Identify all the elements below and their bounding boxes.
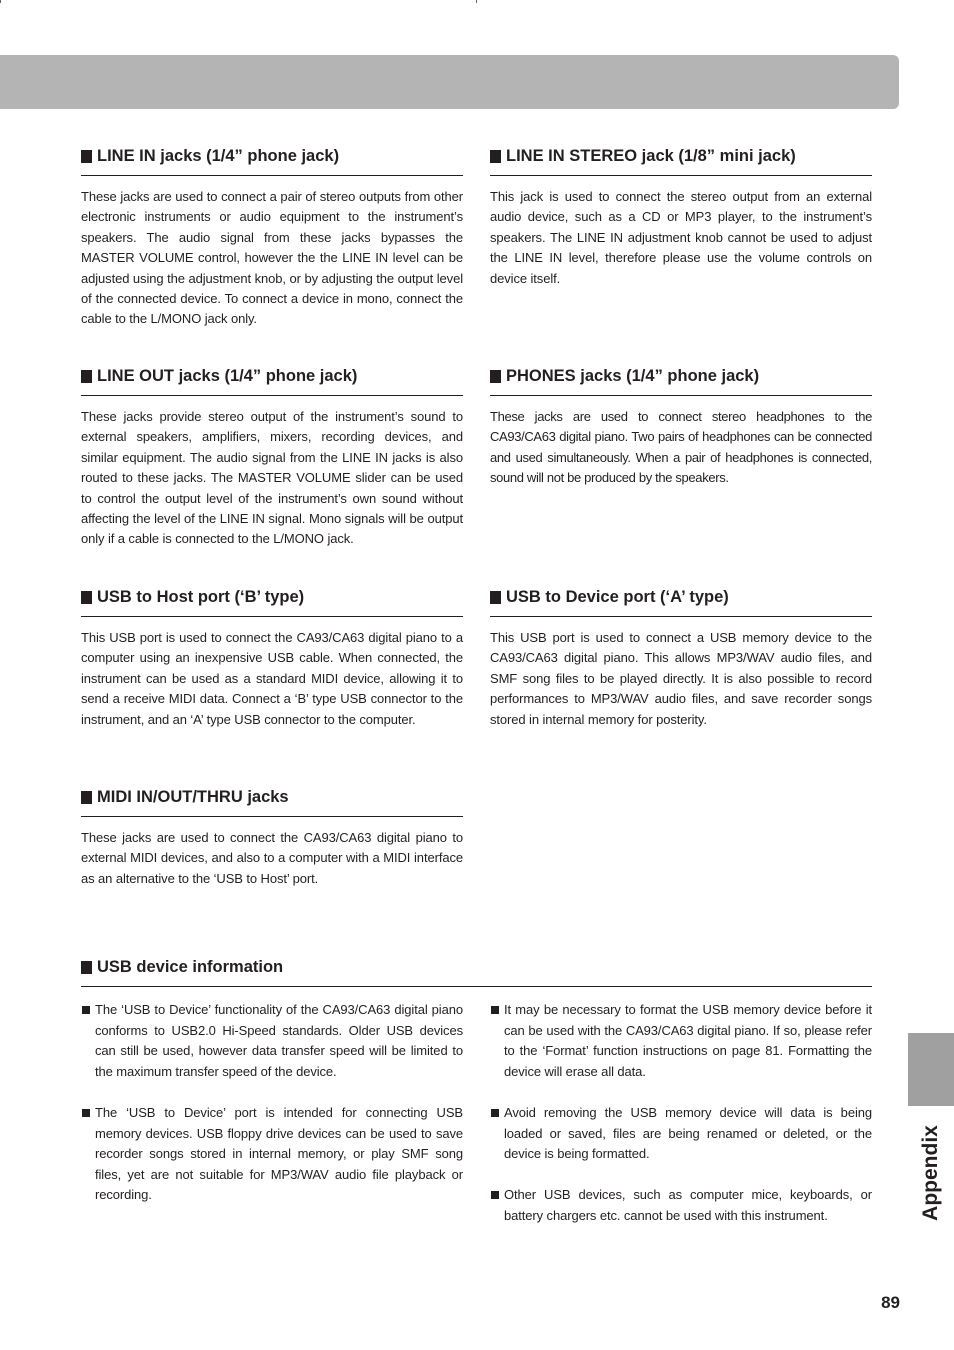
- square-bullet-icon: [491, 1006, 499, 1014]
- section-body: These jacks provide stereo output of the instrument’s sound to external speakers, amplifiers, mixers, recording devices, and similar equipment. The audio signal from the LINE IN jacks is also routed to these jacks. The MASTER VOLUME slider can be used to control the output level of the instrument’s own sound without affecting the level of the LINE IN signal. Mono signals will be output only if a cable is connected to the L/MONO jack.: [81, 409, 463, 547]
- section-line-out: [81, 366, 463, 550]
- square-bullet-icon: [82, 1109, 90, 1117]
- square-bullet-icon: [81, 791, 92, 804]
- section-heading: [490, 146, 872, 176]
- usb-info-left-list: [81, 1000, 463, 1227]
- section-midi: [81, 787, 463, 889]
- section-usb-host: [81, 587, 463, 730]
- usb-info-right-list: [490, 1000, 872, 1247]
- list-item-text: Avoid removing the USB memory device will data is being loaded or saved, files are being renamed or deleted, or the device is being formatted.: [504, 1104, 872, 1162]
- list-item: [81, 1000, 463, 1082]
- section-body: These jacks are used to connect stereo headphones to the CA93/CA63 digital piano. Two pairs of headphones can be connected and used simultaneously. When a pair of headphones is connected, sound will not be produced by the speakers.: [490, 409, 872, 486]
- section-heading: [490, 587, 872, 617]
- side-tab-text: Appendix: [919, 1125, 942, 1221]
- list-item-text: The ‘USB to Device’ port is intended for connecting USB memory devices. USB floppy drive devices can be used to save recorder songs stored in internal memory, or play SMF song files, yet are not suitable for MP3/WAV audio file playback or recording.: [95, 1104, 463, 1203]
- section-phones: [490, 366, 872, 489]
- section-heading: [81, 787, 463, 817]
- square-bullet-icon: [490, 370, 501, 383]
- list-item: [490, 1000, 872, 1082]
- section-heading: [81, 957, 872, 987]
- list-item-text: The ‘USB to Device’ functionality of the CA93/CA63 digital piano conforms to USB2.0 Hi-Speed standards. Older USB devices can still be used, however data transfer speed will be limited to the maximum transfer speed of the device.: [95, 1002, 463, 1079]
- section-body: These jacks are used to connect a pair of stereo outputs from other electronic instruments or audio equipment to the instrument’s speakers. The audio signal from these jacks bypasses the MASTER VOLUME control, however the the LINE IN level can be adjusted using the adjustment knob, or by adjusting the output level of the connected device. To connect a device in mono, connect the cable to the L/MONO jack only.: [81, 189, 463, 327]
- section-heading: [81, 587, 463, 617]
- side-tab-marker: [908, 1033, 954, 1106]
- side-tab-label: [911, 1118, 951, 1228]
- list-item: [490, 1103, 872, 1165]
- list-item-text: It may be necessary to format the USB memory device before it can be used with the CA93/CA63 digital piano. If so, please refer to the ‘Format’ function instructions on page 81. Formatting the device will erase all data.: [504, 1002, 872, 1079]
- list-item: [81, 1103, 463, 1206]
- square-bullet-icon: [81, 370, 92, 383]
- section-title: MIDI IN/OUT/THRU jacks: [97, 788, 289, 806]
- crop-mark: [0, 0, 1, 3]
- square-bullet-icon: [81, 961, 92, 974]
- section-line-in-stereo: [490, 146, 872, 289]
- square-bullet-icon: [81, 591, 92, 604]
- section-title: LINE IN STEREO jack (1/8” mini jack): [506, 147, 796, 165]
- section-usb-info: [81, 957, 872, 987]
- page-number: 89: [881, 1293, 900, 1312]
- section-title: LINE OUT jacks (1/4” phone jack): [97, 367, 358, 385]
- section-usb-device: [490, 587, 872, 730]
- section-title: USB device information: [97, 958, 284, 976]
- square-bullet-icon: [491, 1191, 499, 1199]
- square-bullet-icon: [490, 591, 501, 604]
- section-heading: [490, 366, 872, 396]
- square-bullet-icon: [491, 1109, 499, 1117]
- section-heading: [81, 146, 463, 176]
- header-bar: [0, 55, 899, 109]
- section-body: This USB port is used to connect a USB memory device to the CA93/CA63 digital piano. This allows MP3/WAV audio files, and SMF song files to be played directly. It is also possible to record performances to MP3/WAV audio files, and save recorder songs stored in internal memory for posterity.: [490, 630, 872, 727]
- section-title: USB to Device port (‘A’ type): [506, 588, 729, 606]
- section-title: PHONES jacks (1/4” phone jack): [506, 367, 760, 385]
- section-body: These jacks are used to connect the CA93/CA63 digital piano to external MIDI devices, and also to a computer with a MIDI interface as an alternative to the ‘USB to Host’ port.: [81, 830, 463, 886]
- section-body: This jack is used to connect the stereo output from an external audio device, such as a CD or MP3 player, to the instrument’s speakers. The LINE IN adjustment knob cannot be used to adjust the LINE IN level, therefore please use the volume controls on device itself.: [490, 189, 872, 286]
- list-item: [490, 1185, 872, 1226]
- crop-mark: [476, 0, 477, 3]
- list-item-text: Other USB devices, such as computer mice, keyboards, or battery chargers etc. cannot be used with this instrument.: [504, 1187, 872, 1223]
- square-bullet-icon: [490, 150, 501, 163]
- square-bullet-icon: [82, 1006, 90, 1014]
- section-title: USB to Host port (‘B’ type): [97, 588, 305, 606]
- section-heading: [81, 366, 463, 396]
- section-body: This USB port is used to connect the CA93/CA63 digital piano to a computer using an inexpensive USB cable. When connected, the instrument can be used as a standard MIDI device, allowing it to send a receive MIDI data. Connect a ‘B’ type USB connector to the instrument, and an ‘A’ type USB connector to the computer.: [81, 630, 463, 727]
- section-title: LINE IN jacks (1/4” phone jack): [97, 147, 340, 165]
- section-line-in: [81, 146, 463, 330]
- square-bullet-icon: [81, 150, 92, 163]
